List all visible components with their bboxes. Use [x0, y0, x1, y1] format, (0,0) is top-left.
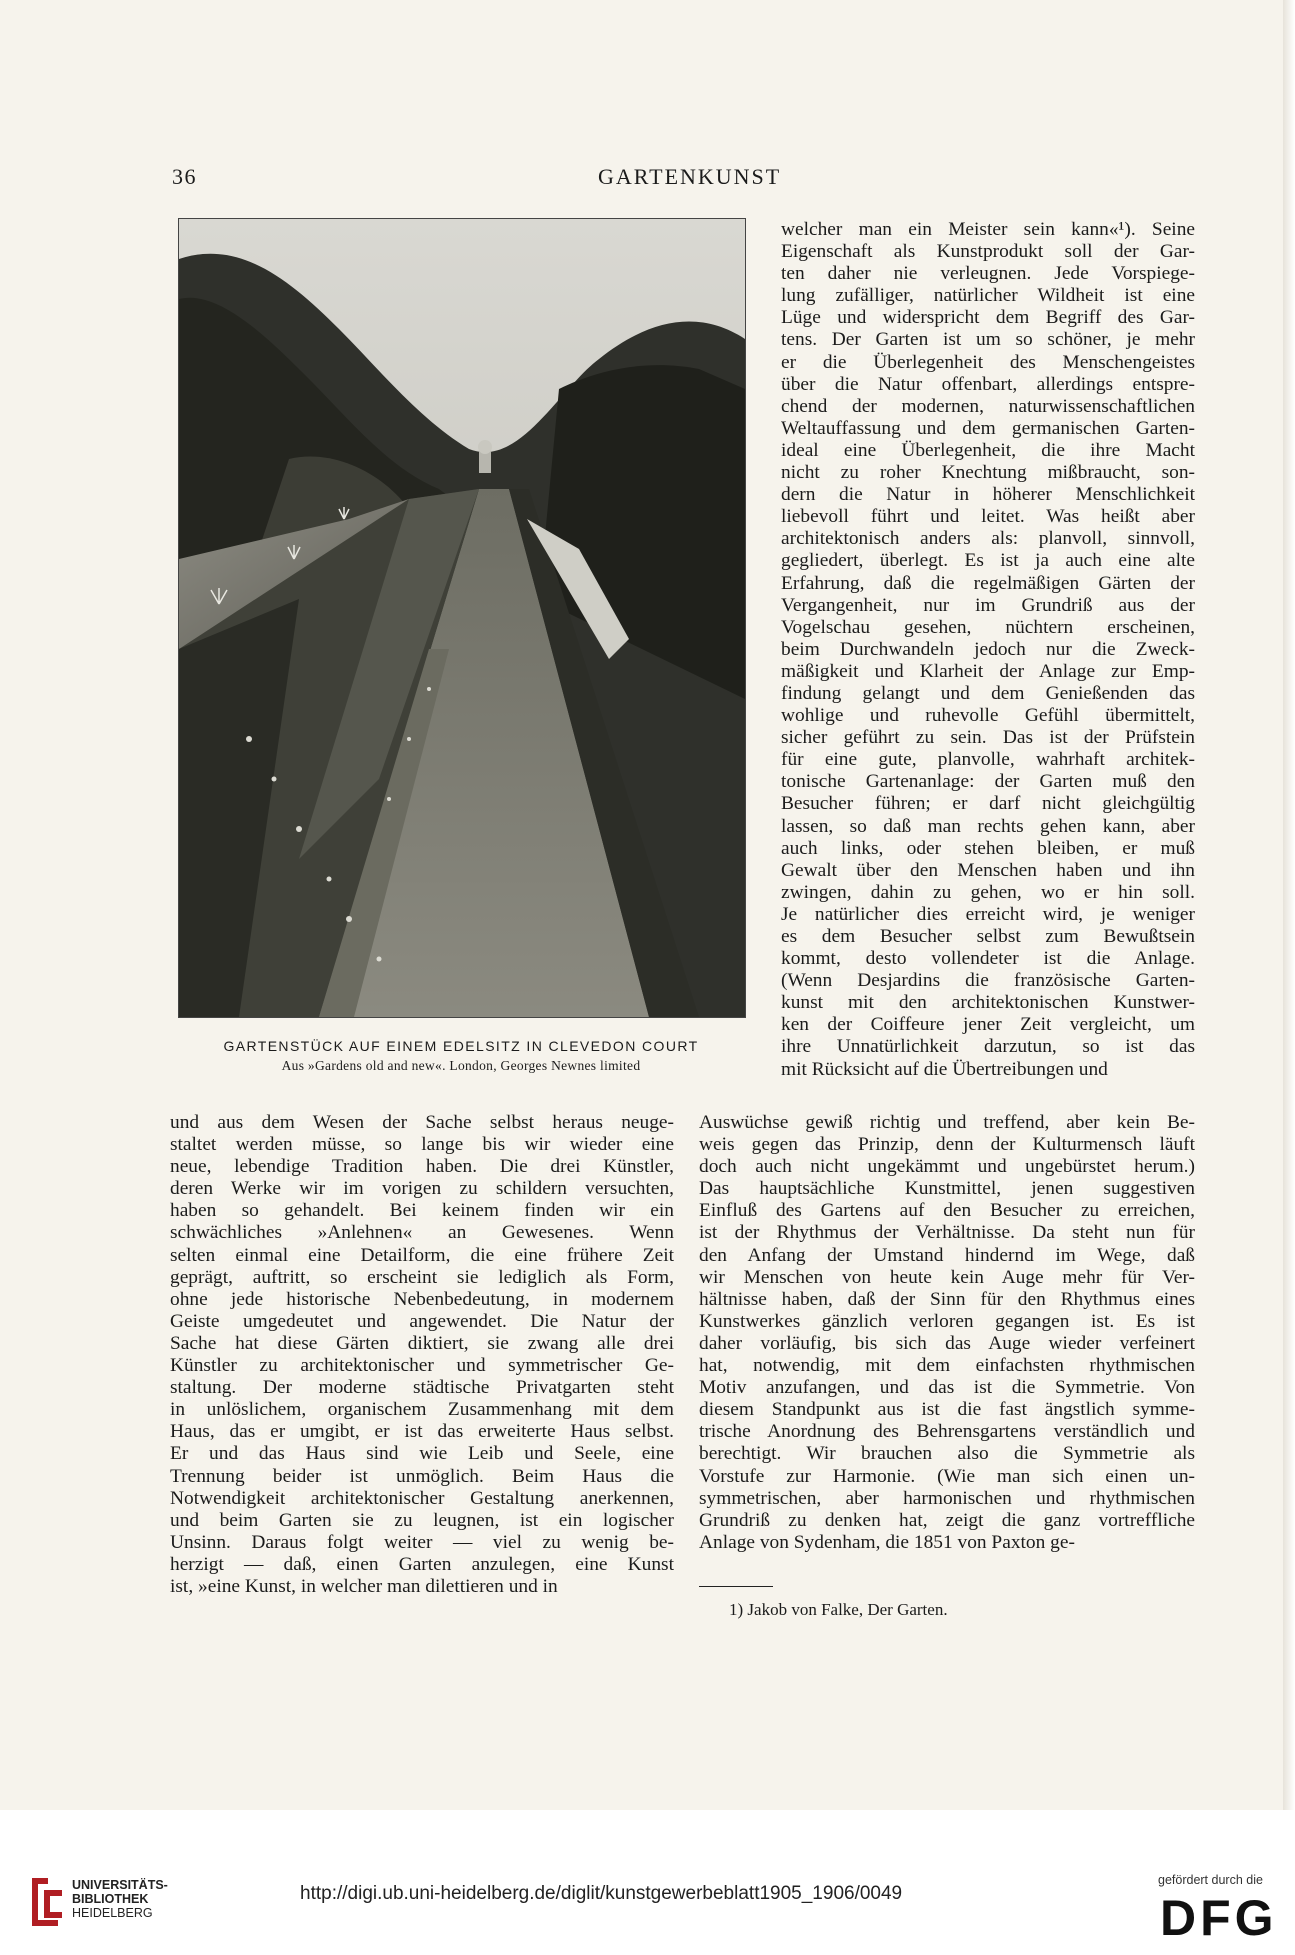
text-line: findung gelangt und dem Genießenden das — [781, 682, 1195, 704]
text-line: trische Anordnung des Behrensgartens verständlich und — [699, 1421, 1195, 1443]
text-line: Besucher führen; er darf nicht gleichgültig — [781, 793, 1195, 815]
text-line: herzigt — daß, einen Garten anzulegen, eine Kunst — [170, 1553, 674, 1575]
text-line: mit Rücksicht auf die Übertreibungen und — [781, 1058, 1108, 1080]
dfg-logo: DFG — [1160, 1890, 1278, 1946]
text-line: Eigenschaft als Kunstprodukt soll der Gar- — [781, 241, 1195, 263]
page-edge — [1283, 0, 1295, 1810]
text-line: den Anfang der Umstand hindernd im Wege, daß — [699, 1244, 1195, 1266]
text-line: ist, »eine Kunst, in welcher man dilettieren und in — [170, 1575, 558, 1597]
text-line: auch links, oder stehen bleiben, er muß — [781, 837, 1195, 859]
text-line: haben so gehandelt. Bei keinem finden wir ein — [170, 1200, 674, 1222]
text-line: Vogelschau gesehen, nüchtern erscheinen, — [781, 616, 1195, 638]
text-line: wohlige und ruhevolle Gefühl übermittelt, — [781, 705, 1195, 727]
text-line: beim Durchwandeln jedoch nur die Zweck- — [781, 638, 1195, 660]
text-line: staltet werden müsse, so lange bis wir wieder eine — [170, 1134, 674, 1156]
text-line: gegliedert, überlegt. Es ist ja auch eine alte — [781, 550, 1195, 572]
text-line: Das hauptsächliche Kunstmittel, jenen suggestiven — [699, 1178, 1195, 1200]
text-line: zwingen, dahin zu gehen, wo er hin soll. — [781, 881, 1195, 903]
text-line: lung zufälliger, natürlicher Wildheit ist eine — [781, 285, 1195, 307]
text-line: kommt, desto vollendeter ist die Anlage. — [781, 948, 1195, 970]
text-line: (Wenn Desjardins die französische Garten- — [781, 970, 1195, 992]
text-line: Haus, das er umgibt, er ist das erweiterte Haus selbst. — [170, 1421, 674, 1443]
text-line: in unlöslichem, organischem Zusammenhang mit dem — [170, 1399, 674, 1421]
text-line: weis gegen das Prinzip, denn der Kulturmensch läuft — [699, 1134, 1195, 1156]
text-line: für eine gute, planvolle, wahrhaft architek- — [781, 749, 1195, 771]
text-line: ihre Unnatürlichkeit darzutun, so ist das — [781, 1036, 1195, 1058]
text-line: diesem Standpunkt aus ist die fast ängstlich symme- — [699, 1399, 1195, 1421]
library-name-line3: HEIDELBERG — [72, 1906, 153, 1920]
text-line: tonische Gartenanlage: der Garten muß den — [781, 771, 1195, 793]
caption-source: Aus »Gardens old and new«. London, Georges Newnes limited — [281, 1058, 641, 1073]
running-head: GARTENKUNST — [598, 164, 782, 189]
left-column-lower-text — [170, 1112, 674, 1598]
figure-caption — [178, 1036, 744, 1076]
text-line: neue, lebendige Tradition haben. Die drei Künstler, — [170, 1156, 674, 1178]
text-line: Er und das Haus sind wie Leib und Seele, eine — [170, 1443, 674, 1465]
text-line: Sache hat diese Gärten diktiert, sie zwang alle drei — [170, 1332, 674, 1354]
text-line: ohne jede historische Nebenbedeutung, in modernem — [170, 1288, 674, 1310]
text-line: Lüge und widerspricht dem Begriff des Gar- — [781, 307, 1195, 329]
library-name — [72, 1878, 168, 1920]
text-line: Künstler zu architektonischer und symmetrischer Ge- — [170, 1355, 674, 1377]
text-line: Weltauffassung und dem germanischen Garten- — [781, 417, 1195, 439]
text-line: kunst mit den architektonischen Kunstwer- — [781, 992, 1195, 1014]
text-line: ideal eine Überlegenheit, die ihre Macht — [781, 439, 1195, 461]
text-line: ten daher nie verleugnen. Jede Vorspiege- — [781, 263, 1195, 285]
text-line: Trennung beider ist unmöglich. Beim Haus die — [170, 1465, 674, 1487]
text-line: berechtigt. Wir brauchen also die Symmetrie als — [699, 1443, 1195, 1465]
text-line: doch auch nicht ungekämmt und ungebürstet herum.) — [699, 1156, 1195, 1178]
text-line: es dem Besucher selbst zum Bewußtsein — [781, 926, 1195, 947]
text-line: geprägt, auftritt, so erscheint sie lediglich als Form, — [170, 1266, 674, 1288]
text-line: Kunstwerkes gänzlich verloren gegangen ist. Es ist — [699, 1310, 1195, 1332]
garden-photo-illustration — [179, 219, 745, 1017]
library-name-line1: UNIVERSITÄTS- — [72, 1878, 168, 1892]
text-line: mäßigkeit und Klarheit der Anlage zur Emp- — [781, 660, 1195, 682]
text-line: Vorstufe zur Harmonie. (Wie man sich einen un- — [699, 1465, 1195, 1487]
text-line: Geiste umgedeutet und angewendet. Die Natur der — [170, 1310, 674, 1332]
footnote-rule — [699, 1586, 773, 1587]
page-header — [172, 164, 1202, 194]
page-number: 36 — [172, 164, 197, 189]
caption-title: GARTENSTÜCK AUF EINEM EDELSITZ IN CLEVEDON COURT — [223, 1038, 699, 1054]
text-line: welcher man ein Meister sein kann«¹). Seine — [781, 219, 1195, 240]
right-column-lower-text — [699, 1112, 1195, 1554]
text-line: Grundriß zu denken hat, zeigt die ganz vortreffliche — [699, 1509, 1195, 1531]
text-line: staltung. Der moderne städtische Privatgarten steht — [170, 1377, 674, 1399]
text-line: Einfluß des Gartens auf den Besucher zu erreichen, — [699, 1200, 1195, 1222]
text-line: er die Überlegenheit des Menschengeistes — [781, 351, 1195, 373]
text-line: ken der Coiffeure jener Zeit vergleicht, um — [781, 1014, 1195, 1036]
text-line: über die Natur offenbart, allerdings entspre- — [781, 373, 1195, 395]
text-line: wir Menschen von heute kein Auge mehr für Ver- — [699, 1266, 1195, 1288]
text-line: Anlage von Sydenham, die 1851 von Paxton ge- — [699, 1531, 1075, 1553]
text-line: nicht zu roher Knechtung mißbraucht, son- — [781, 462, 1195, 484]
text-line: selten einmal eine Detailform, die eine frühere Zeit — [170, 1244, 674, 1266]
text-line: schwächliches »Anlehnen« an Gewesenes. Wenn — [170, 1222, 674, 1244]
text-line: Gewalt über den Menschen haben und ihn — [781, 859, 1195, 881]
text-line: dern die Natur in höherer Menschlichkeit — [781, 484, 1195, 506]
text-line: lassen, so daß man rechts gehen kann, aber — [781, 815, 1195, 837]
text-line: hältnisse haben, daß der Sinn für den Rhythmus eines — [699, 1288, 1195, 1310]
text-line: Notwendigkeit architektonischer Gestaltung anerkennen, — [170, 1487, 674, 1509]
text-line: chend der modernen, naturwissenschaftlichen — [781, 395, 1195, 417]
text-line: liebevoll führt und leitet. Was heißt aber — [781, 506, 1195, 528]
footnote: 1) Jakob von Falke, Der Garten. — [729, 1600, 948, 1619]
text-line: sicher geführt zu sein. Das ist der Prüfstein — [781, 727, 1195, 749]
library-name-line2: BIBLIOTHEK — [72, 1892, 149, 1906]
funding-note: gefördert durch die — [1158, 1873, 1263, 1887]
text-line: hat, notwendig, mit dem einfachsten rhythmischen — [699, 1355, 1195, 1377]
text-line: deren Werke wir im vorigen zu schildern versuchten, — [170, 1178, 674, 1200]
text-line: Auswüchse gewiß richtig und treffend, aber kein Be- — [699, 1112, 1195, 1133]
text-line: Motiv anzufangen, und das ist die Symmetrie. Von — [699, 1377, 1195, 1399]
text-line: und beim Garten sie zu leugnen, ist ein logischer — [170, 1509, 674, 1531]
text-line: symmetrischen, aber harmonischen und rhythmischen — [699, 1487, 1195, 1509]
text-line: Je natürlicher dies erreicht wird, je weniger — [781, 903, 1195, 925]
library-logo-icon — [28, 1872, 66, 1937]
permalink-url[interactable]: http://digi.ub.uni-heidelberg.de/diglit/kunstgewerbeblatt1905_1906/0049 — [300, 1883, 903, 1904]
text-line: tens. Der Garten ist um so schöner, je mehr — [781, 329, 1195, 351]
text-line: Unsinn. Daraus folgt weiter — viel zu wenig be- — [170, 1531, 674, 1553]
text-line: ist der Rhythmus der Verhältnisse. Da steht nun für — [699, 1222, 1195, 1244]
text-line: Erfahrung, daß die regelmäßigen Gärten der — [781, 572, 1195, 594]
text-line: Vergangenheit, nur im Grundriß aus der — [781, 594, 1195, 616]
garden-photograph — [178, 218, 746, 1018]
text-line: daher vorläufig, bis sich das Auge wieder verfeinert — [699, 1332, 1195, 1354]
right-column-upper-text — [781, 219, 1195, 1081]
text-line: architektonisch anders als: planvoll, sinnvoll, — [781, 528, 1195, 550]
text-line: und aus dem Wesen der Sache selbst heraus neuge- — [170, 1112, 674, 1133]
